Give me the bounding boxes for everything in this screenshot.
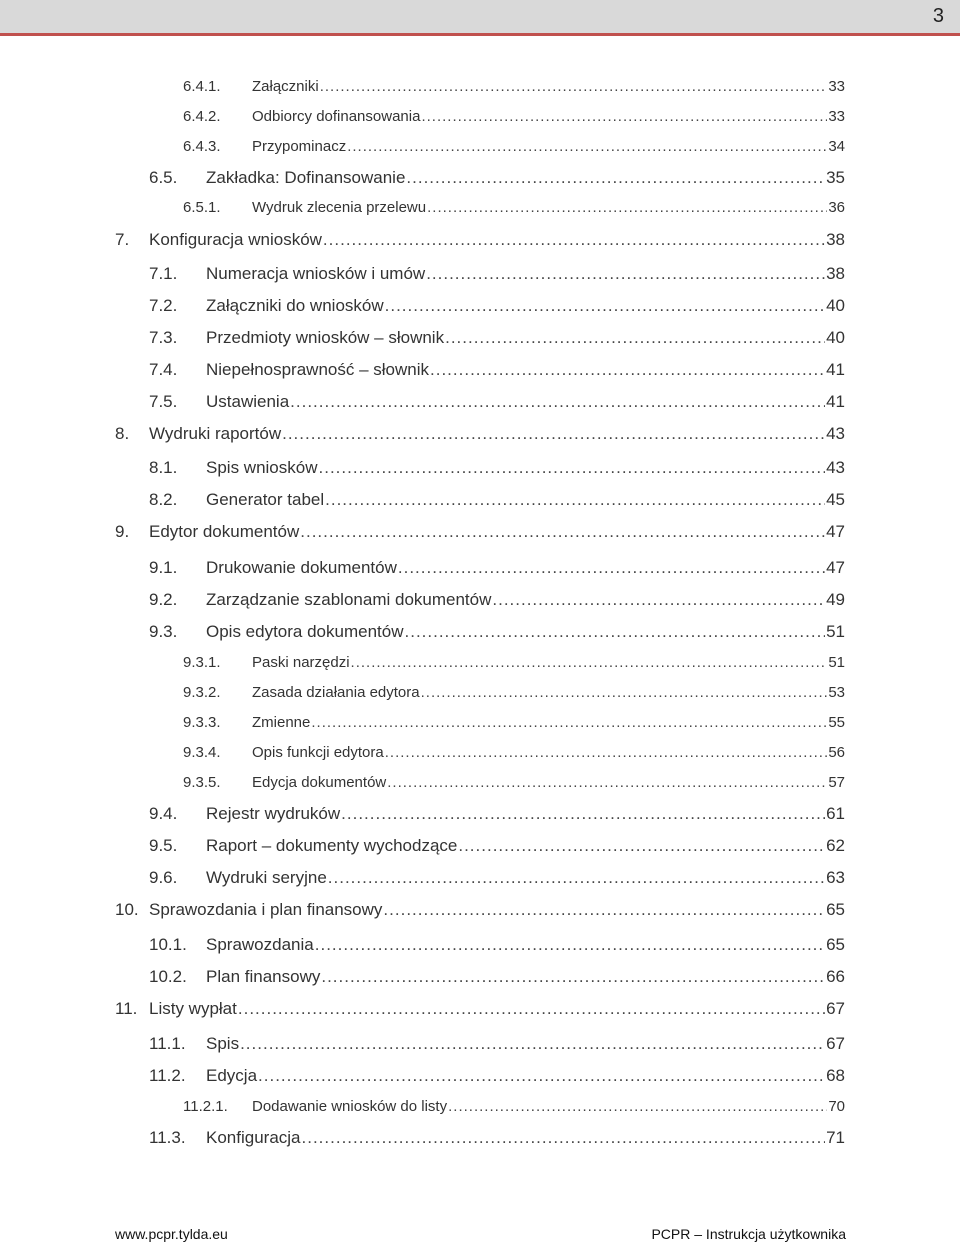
toc-entry-number: 11.2.	[149, 1066, 186, 1085]
toc-entry-number: 7.3.	[149, 328, 178, 347]
toc-entry-title: Wydruki seryjne	[206, 868, 327, 887]
toc-entry-number: 9.6.	[149, 868, 178, 887]
toc-entry-number: 6.5.	[149, 168, 178, 187]
toc-entry-page: 66	[826, 967, 845, 986]
toc-entry-page: 61	[826, 804, 845, 823]
toc-entry-title: Przypominacz	[252, 138, 347, 155]
toc-entry-page: 55	[828, 714, 845, 731]
toc-dot-leader	[448, 1098, 827, 1115]
toc-entry	[149, 168, 845, 188]
toc-dot-leader	[319, 458, 826, 478]
toc-entry	[149, 458, 845, 478]
toc-entry-page: 62	[826, 836, 845, 855]
toc-entry-title: Spis	[206, 1034, 240, 1053]
toc-entry-page: 53	[828, 684, 845, 701]
toc-dot-leader	[421, 684, 828, 701]
toc-entry-number: 6.5.1.	[183, 199, 221, 216]
toc-entry-title: Załączniki do wniosków	[206, 296, 384, 315]
toc-entry-title: Numeracja wniosków i umów	[206, 264, 426, 283]
toc-entry	[115, 900, 845, 920]
toc-dot-leader	[421, 108, 827, 125]
toc-dot-leader	[240, 1034, 825, 1054]
toc-dot-leader	[351, 654, 828, 671]
toc-entry-page: 34	[828, 138, 845, 155]
footer-website: www.pcpr.tylda.eu	[115, 1226, 228, 1242]
toc-entry-page: 41	[826, 360, 845, 379]
toc-entry-page: 38	[826, 230, 845, 249]
toc-dot-leader	[385, 744, 828, 761]
toc-entry	[149, 1034, 845, 1054]
toc-entry-title: Generator tabel	[206, 490, 325, 509]
toc-entry-number: 9.	[115, 522, 130, 541]
toc-entry	[183, 654, 845, 671]
toc-entry-page: 36	[828, 199, 845, 216]
toc-dot-leader	[258, 1066, 825, 1086]
page-number: 3	[932, 5, 944, 27]
toc-entry-title: Opis funkcji edytora	[252, 744, 384, 761]
toc-entry-title: Niepełnosprawność – słownik	[206, 360, 430, 379]
toc-entry	[183, 199, 845, 216]
toc-entry	[149, 264, 845, 284]
toc-entry-page: 67	[826, 1034, 845, 1053]
footer-document-title: PCPR – Instrukcja użytkownika	[651, 1226, 846, 1242]
toc-entry	[115, 424, 845, 444]
toc-entry-number: 9.3.3.	[183, 714, 221, 731]
toc-entry-page: 63	[826, 868, 845, 887]
toc-dot-leader	[300, 522, 825, 542]
toc-entry	[149, 935, 845, 955]
toc-entry-number: 6.4.3.	[183, 138, 221, 155]
toc-entry-title: Plan finansowy	[206, 967, 321, 986]
toc-entry-page: 68	[826, 1066, 845, 1085]
toc-entry-number: 8.	[115, 424, 130, 443]
toc-entry	[149, 558, 845, 578]
toc-entry-number: 11.1.	[149, 1034, 186, 1053]
toc-entry-title: Konfiguracja wniosków	[149, 230, 322, 249]
toc-entry-page: 51	[828, 654, 845, 671]
toc-entry-title: Zakładka: Dofinansowanie	[206, 168, 406, 187]
toc-entry-title: Listy wypłat	[149, 999, 237, 1018]
toc-entry-page: 43	[826, 458, 845, 477]
toc-entry-number: 6.4.1.	[183, 78, 221, 95]
toc-entry-number: 9.1.	[149, 558, 178, 577]
toc-entry	[183, 78, 845, 95]
toc-entry-title: Spis wniosków	[206, 458, 318, 477]
toc-entry-number: 10.	[115, 900, 139, 919]
toc-entry-number: 9.3.	[149, 622, 178, 641]
toc-entry-title: Drukowanie dokumentów	[206, 558, 397, 577]
toc-dot-leader	[383, 900, 825, 920]
toc-dot-leader	[387, 774, 827, 791]
toc-entry-title: Opis edytora dokumentów	[206, 622, 404, 641]
toc-dot-leader	[398, 558, 825, 578]
toc-dot-leader	[341, 804, 825, 824]
toc-entry-number: 6.4.2.	[183, 108, 221, 125]
toc-entry-page: 35	[826, 168, 845, 187]
toc-entry-number: 9.4.	[149, 804, 178, 823]
toc-dot-leader	[405, 622, 826, 642]
toc-entry-page: 33	[828, 78, 845, 95]
toc-entry-title: Edytor dokumentów	[149, 522, 300, 541]
toc-dot-leader	[458, 836, 825, 856]
toc-entry-page: 41	[826, 392, 845, 411]
toc-entry-page: 40	[826, 296, 845, 315]
toc-entry-number: 8.1.	[149, 458, 178, 477]
toc-entry-title: Zarządzanie szablonami dokumentów	[206, 590, 492, 609]
toc-entry-title: Wydruki raportów	[149, 424, 282, 443]
toc-dot-leader	[315, 935, 825, 955]
page-header	[0, 0, 960, 36]
toc-entry-number: 7.4.	[149, 360, 178, 379]
toc-entry-number: 11.2.1.	[183, 1098, 228, 1115]
toc-dot-leader	[323, 230, 825, 250]
toc-entry-page: 65	[826, 900, 845, 919]
toc-entry	[149, 360, 845, 380]
toc-entry-title: Dodawanie wniosków do listy	[252, 1098, 448, 1115]
toc-dot-leader	[430, 360, 825, 380]
toc-entry-page: 33	[828, 108, 845, 125]
toc-dot-leader	[282, 424, 825, 444]
toc-entry-title: Wydruk zlecenia przelewu	[252, 199, 427, 216]
toc-entry-page: 57	[828, 774, 845, 791]
toc-entry	[183, 714, 845, 731]
toc-dot-leader	[238, 999, 825, 1019]
toc-entry-page: 51	[826, 622, 845, 641]
toc-entry-number: 9.5.	[149, 836, 178, 855]
toc-dot-leader	[321, 967, 825, 987]
toc-entry-number: 10.1.	[149, 935, 187, 954]
toc-entry-number: 7.5.	[149, 392, 178, 411]
toc-entry-title: Edycja dokumentów	[252, 774, 387, 791]
toc-entry	[149, 804, 845, 824]
toc-entry-title: Rejestr wydruków	[206, 804, 341, 823]
toc-entry	[149, 590, 845, 610]
toc-entry	[115, 230, 845, 250]
toc-entry-title: Przedmioty wniosków – słownik	[206, 328, 445, 347]
toc-entry-title: Zmienne	[252, 714, 311, 731]
toc-entry-page: 65	[826, 935, 845, 954]
toc-entry-title: Załączniki	[252, 78, 319, 95]
toc-entry	[149, 490, 845, 510]
toc-dot-leader	[347, 138, 827, 155]
toc-entry-page: 43	[826, 424, 845, 443]
toc-entry-number: 8.2.	[149, 490, 178, 509]
toc-entry	[183, 684, 845, 701]
toc-entry-title: Konfiguracja	[206, 1128, 301, 1147]
toc-entry-title: Sprawozdania	[206, 935, 314, 954]
toc-entry	[183, 774, 845, 791]
toc-entry-page: 67	[826, 999, 845, 1018]
toc-entry-page: 40	[826, 328, 845, 347]
toc-dot-leader	[320, 78, 828, 95]
toc-entry	[149, 836, 845, 856]
toc-entry-number: 7.1.	[149, 264, 178, 283]
toc-entry-number: 9.3.4.	[183, 744, 221, 761]
toc-entry-number: 9.3.5.	[183, 774, 221, 791]
toc-entry-number: 9.2.	[149, 590, 178, 609]
toc-entry-number: 9.3.1.	[183, 654, 221, 671]
toc-entry	[183, 744, 845, 761]
toc-dot-leader	[385, 296, 825, 316]
toc-dot-leader	[302, 1128, 826, 1148]
toc-entry-page: 56	[828, 744, 845, 761]
toc-dot-leader	[445, 328, 825, 348]
toc-entry	[183, 138, 845, 155]
toc-dot-leader	[426, 264, 825, 284]
toc-entry	[149, 622, 845, 642]
toc-entry	[149, 328, 845, 348]
toc-dot-leader	[406, 168, 825, 188]
toc-entry-number: 11.3.	[149, 1128, 186, 1147]
toc-entry-number: 10.2.	[149, 967, 187, 986]
toc-entry-title: Paski narzędzi	[252, 654, 350, 671]
toc-entry-title: Raport – dokumenty wychodzące	[206, 836, 458, 855]
toc-entry-page: 71	[826, 1128, 845, 1147]
toc-dot-leader	[325, 490, 825, 510]
toc-entry	[149, 1128, 845, 1148]
toc-entry-page: 47	[826, 558, 845, 577]
toc-dot-leader	[328, 868, 825, 888]
toc-entry	[149, 296, 845, 316]
toc-entry	[115, 522, 845, 542]
toc-entry	[183, 1098, 845, 1115]
toc-entry	[149, 392, 845, 412]
toc-entry	[115, 999, 845, 1019]
toc-entry-title: Odbiorcy dofinansowania	[252, 108, 421, 125]
toc-entry-page: 38	[826, 264, 845, 283]
toc-dot-leader	[311, 714, 827, 731]
toc-entry-number: 9.3.2.	[183, 684, 221, 701]
toc-entry-page: 49	[826, 590, 845, 609]
toc-dot-leader	[290, 392, 825, 412]
toc-entry	[183, 108, 845, 125]
toc-entry-page: 47	[826, 522, 845, 541]
toc-entry	[149, 967, 845, 987]
toc-entry	[149, 1066, 845, 1086]
toc-entry-title: Zasada działania edytora	[252, 684, 420, 701]
toc-entry-title: Ustawienia	[206, 392, 290, 411]
toc-entry-number: 7.2.	[149, 296, 178, 315]
toc-entry	[149, 868, 845, 888]
toc-dot-leader	[492, 590, 825, 610]
toc-entry-page: 70	[828, 1098, 845, 1115]
toc-entry-number: 7.	[115, 230, 130, 249]
toc-entry-number: 11.	[115, 999, 138, 1018]
toc-dot-leader	[427, 199, 827, 216]
toc-entry-title: Sprawozdania i plan finansowy	[149, 900, 383, 919]
toc-entry-page: 45	[826, 490, 845, 509]
toc-entry-title: Edycja	[206, 1066, 258, 1085]
